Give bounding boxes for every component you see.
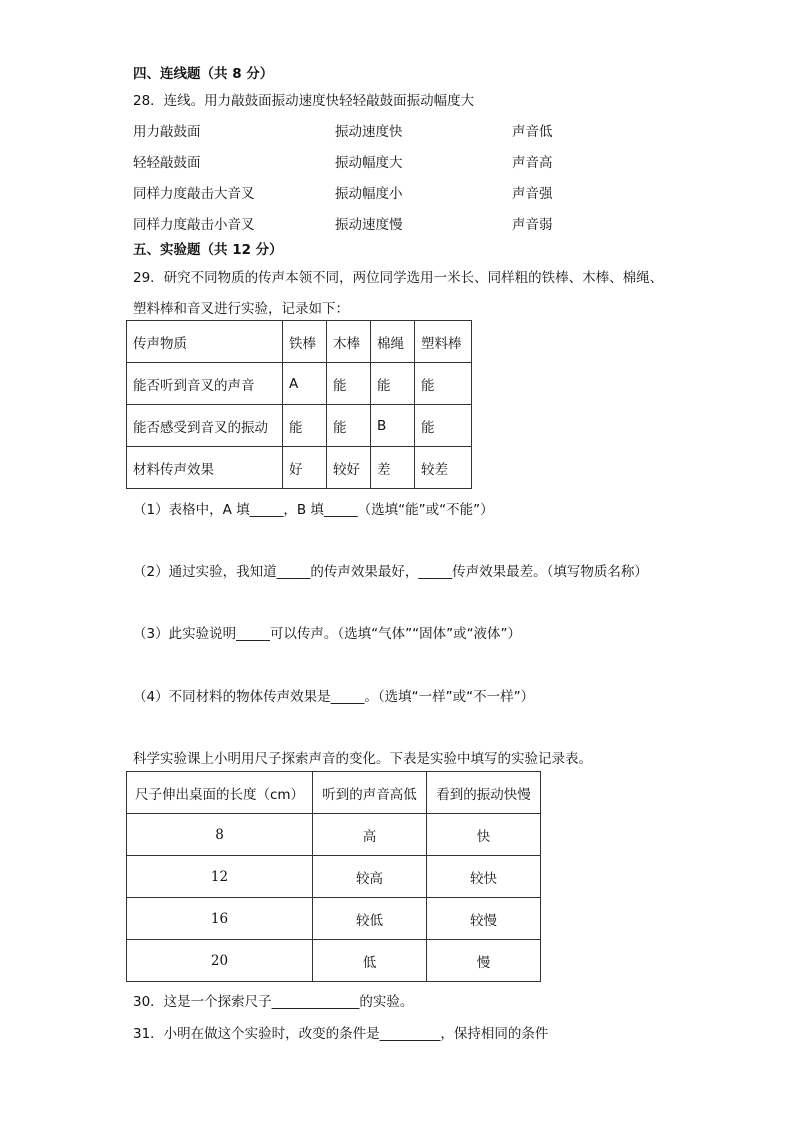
ruler-intro: 科学实验课上小明用尺子探索声音的变化。下表是实验中填写的实验记录表。 (133, 751, 592, 767)
table-cell: 较低 (313, 898, 427, 940)
match-middle-1: 振动速度快 (335, 124, 403, 140)
table-cell: 较慢 (427, 898, 541, 940)
table-cell: 能否听到音叉的声音 (127, 363, 283, 405)
table-row (127, 405, 472, 447)
question-30: 30．这是一个探索尺子_____________的实验。 (133, 994, 414, 1010)
table-header-row (127, 321, 472, 363)
table-header-cell: 听到的声音高低 (313, 772, 427, 814)
sub-question-2: （2）通过实验，我知道_____的传声效果最好，_____传声效果最差。（填写物质名称） (133, 564, 648, 580)
match-right-3: 声音强 (512, 186, 553, 202)
section4-heading: 四、连线题（共 8 分） (133, 66, 274, 82)
table-row (127, 898, 541, 940)
table-cell: 较高 (313, 856, 427, 898)
table-cell: 快 (427, 814, 541, 856)
match-right-4: 声音弱 (512, 217, 553, 233)
table-cell: 好 (283, 447, 327, 489)
table-header-cell: 传声物质 (127, 321, 283, 363)
table-header-row (127, 772, 541, 814)
table-header-cell: 木棒 (327, 321, 371, 363)
match-right-2: 声音高 (512, 155, 553, 171)
question-29-line1: 29．研究不同物质的传声本领不同，两位同学选用一米长、同样粗的铁棒、木棒、棉绳、 (133, 270, 664, 286)
sub-question-4: （4）不同材料的物体传声效果是_____。（选填“一样”或“不一样”） (133, 689, 535, 705)
table-row (127, 447, 472, 489)
table-cell: 16 (127, 898, 313, 940)
table-cell: 差 (371, 447, 415, 489)
table-cell: 材料传声效果 (127, 447, 283, 489)
table-header-cell: 铁棒 (283, 321, 327, 363)
table-cell: 较好 (327, 447, 371, 489)
question-31: 31．小明在做这个实验时，改变的条件是_________，保持相同的条件 (133, 1026, 549, 1042)
table-row (127, 363, 472, 405)
table-header-cell: 棉绳 (371, 321, 415, 363)
table-cell: 高 (313, 814, 427, 856)
match-left-3: 同样力度敲击大音叉 (133, 186, 255, 202)
table-cell: 低 (313, 940, 427, 982)
table-row (127, 856, 541, 898)
table-row (127, 814, 541, 856)
table-header-cell: 尺子伸出桌面的长度（cm） (127, 772, 313, 814)
table-cell: 能 (415, 405, 472, 447)
table-row (127, 940, 541, 982)
sub-question-1: （1）表格中，A 填_____，B 填_____（选填“能”或“不能”） (133, 502, 494, 518)
match-left-2: 轻轻敲鼓面 (133, 155, 201, 171)
table-cell: 8 (127, 814, 313, 856)
table-cell: 能 (327, 405, 371, 447)
question-28: 28．连线。用力敲鼓面振动速度快轻轻敲鼓面振动幅度大 (133, 93, 475, 109)
table-header-cell: 看到的振动快慢 (427, 772, 541, 814)
match-right-1: 声音低 (512, 124, 553, 140)
table-cell: 能 (415, 363, 472, 405)
table-cell: B (371, 405, 415, 447)
match-middle-2: 振动幅度大 (335, 155, 403, 171)
table-cell: 能 (371, 363, 415, 405)
question-29-line2: 塑料棒和音叉进行实验，记录如下： (133, 301, 349, 317)
match-left-4: 同样力度敲击小音叉 (133, 217, 255, 233)
match-middle-3: 振动幅度小 (335, 186, 403, 202)
table-cell: 较快 (427, 856, 541, 898)
match-middle-4: 振动速度慢 (335, 217, 403, 233)
sound-medium-table (126, 320, 472, 489)
match-left-1: 用力敲鼓面 (133, 124, 201, 140)
table-cell: 能 (327, 363, 371, 405)
table-cell: 12 (127, 856, 313, 898)
table-cell: A (283, 363, 327, 405)
table-cell: 能 (283, 405, 327, 447)
table-header-cell: 塑料棒 (415, 321, 472, 363)
ruler-experiment-table (126, 771, 541, 982)
table-cell: 20 (127, 940, 313, 982)
table-cell: 能否感受到音叉的振动 (127, 405, 283, 447)
section5-heading: 五、实验题（共 12 分） (133, 242, 283, 258)
table-cell: 较差 (415, 447, 472, 489)
sub-question-3: （3）此实验说明_____可以传声。（选填“气体”“固体”或“液体”） (133, 626, 522, 642)
table-cell: 慢 (427, 940, 541, 982)
